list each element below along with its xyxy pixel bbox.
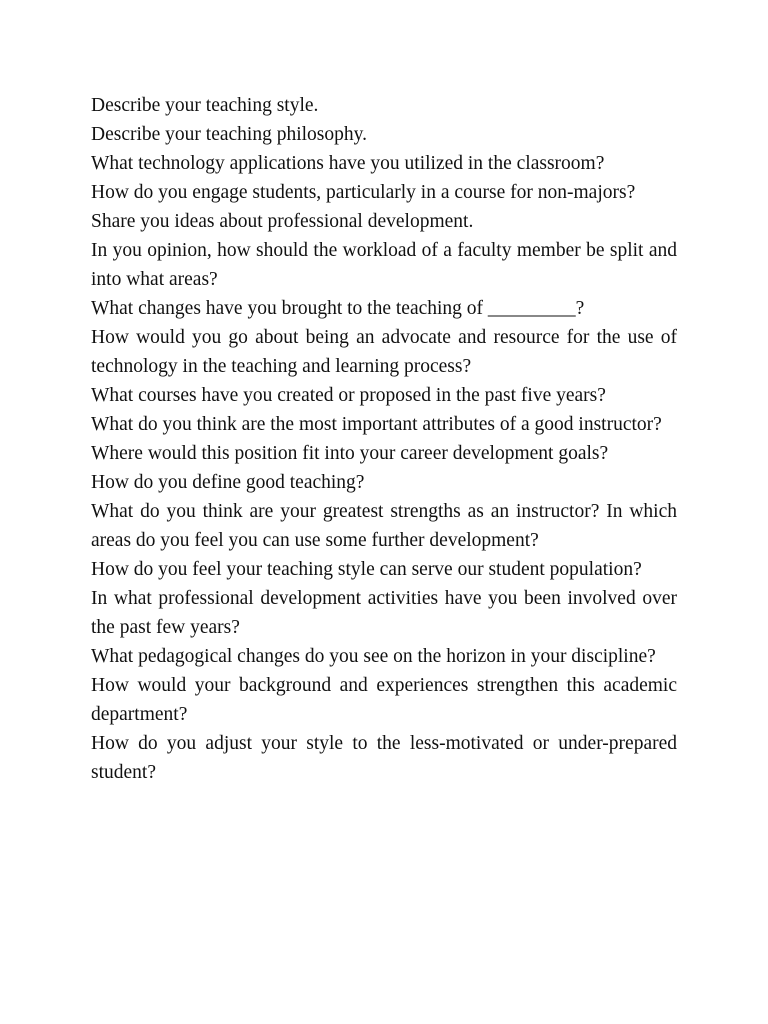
question-item: What technology applications have you utilized in the classroom?: [91, 153, 605, 174]
question-item: How do you adjust your style to the less-motivated or under-prepared student?: [91, 733, 677, 783]
question-item: What changes have you brought to the teaching of _________?: [91, 298, 585, 319]
question-item: In you opinion, how should the workload of a faculty member be split and into what areas?: [91, 240, 677, 290]
question-item: Share you ideas about professional development.: [91, 211, 474, 232]
question-item: How do you engage students, particularly in a course for non-majors?: [91, 182, 636, 203]
question-item: What pedagogical changes do you see on the horizon in your discipline?: [91, 646, 656, 667]
question-item: In what professional development activities have you been involved over the past few years?: [91, 588, 677, 638]
interview-question-list: [91, 91, 677, 787]
question-item: How do you feel your teaching style can serve our student population?: [91, 559, 642, 580]
question-item: How would you go about being an advocate and resource for the use of technology in the teaching and learning process?: [91, 327, 677, 377]
question-item: Describe your teaching philosophy.: [91, 124, 367, 145]
question-item: What do you think are your greatest strengths as an instructor? In which areas do you feel you can use some further development?: [91, 501, 677, 551]
question-item: How do you define good teaching?: [91, 472, 365, 493]
question-item: Where would this position fit into your career development goals?: [91, 443, 609, 464]
question-item: What courses have you created or proposed in the past five years?: [91, 385, 606, 406]
question-item: Describe your teaching style.: [91, 95, 319, 116]
question-item: How would your background and experiences strengthen this academic department?: [91, 675, 677, 725]
question-item: What do you think are the most important attributes of a good instructor?: [91, 414, 662, 435]
